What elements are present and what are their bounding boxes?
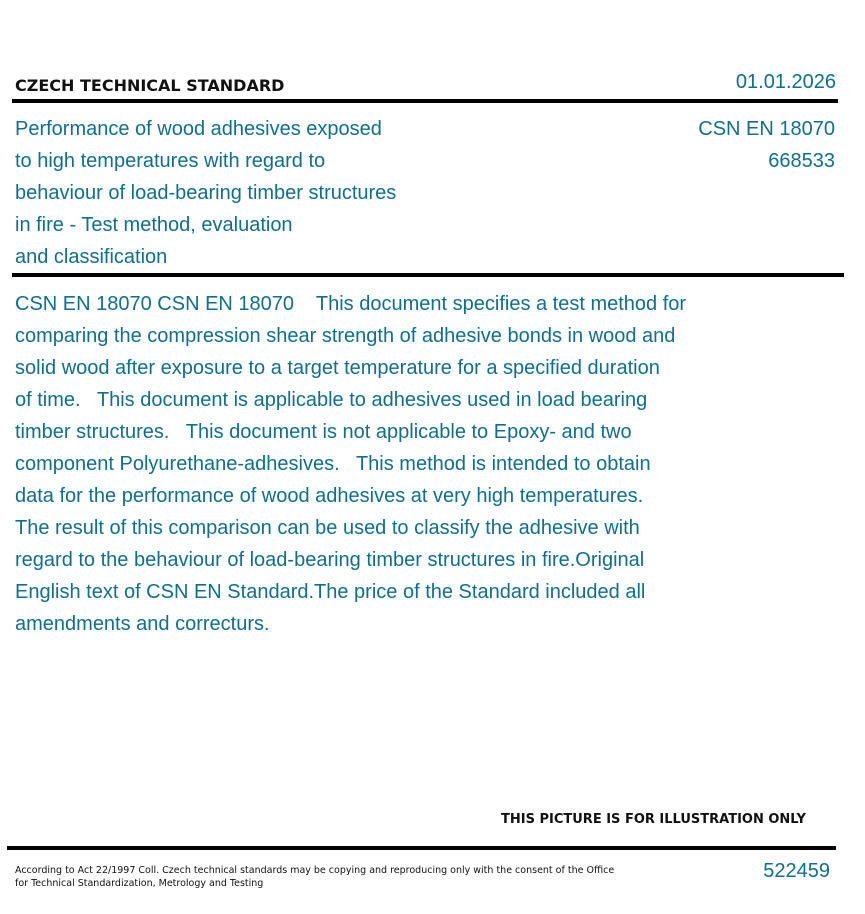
header-divider: [12, 99, 838, 103]
title-line: behaviour of load-bearing timber structures: [15, 182, 397, 204]
document-id: 522459: [763, 860, 830, 882]
abstract-line: component Polyurethane-adhesives. This method is intended to obtain: [15, 453, 651, 475]
title-line: Performance of wood adhesives exposed: [15, 118, 382, 140]
abstract-line: timber structures. This document is not applicable to Epoxy- and two: [15, 421, 632, 443]
abstract-line: The result of this comparison can be used to classify the adhesive with: [15, 517, 640, 539]
legal-notice: [15, 864, 615, 890]
abstract-line: comparing the compression shear strength of adhesive bonds in wood and: [15, 325, 676, 347]
abstract-line: regard to the behaviour of load-bearing timber structures in fire.Original: [15, 549, 645, 571]
legal-line: According to Act 22/1997 Coll. Czech technical standards may be copying and reproducing only with the consent of the Office: [15, 865, 615, 876]
standard-codes: [698, 113, 835, 177]
abstract-text: [15, 288, 775, 640]
title-line: to high temperatures with regard to: [15, 150, 326, 172]
abstract-line: data for the performance of wood adhesives at very high temperatures.: [15, 485, 644, 507]
footer-divider: [7, 846, 836, 850]
title-divider: [12, 273, 844, 277]
abstract-line: CSN EN 18070 CSN EN 18070 This document specifies a test method for: [15, 293, 687, 315]
abstract-line: of time. This document is applicable to adhesives used in load bearing: [15, 389, 648, 411]
document-type-label: CZECH TECHNICAL STANDARD: [15, 76, 285, 95]
standard-title: [15, 113, 445, 273]
abstract-line: English text of CSN EN Standard.The price of the Standard included all: [15, 581, 646, 603]
title-line: in fire - Test method, evaluation: [15, 214, 293, 236]
publication-date: 01.01.2026: [735, 71, 836, 93]
catalog-number: 668533: [768, 150, 835, 172]
title-line: and classification: [15, 246, 168, 268]
illustration-disclaimer: THIS PICTURE IS FOR ILLUSTRATION ONLY: [501, 812, 806, 827]
abstract-line: amendments and correcturs.: [15, 613, 270, 635]
standard-number: CSN EN 18070: [698, 118, 835, 140]
abstract-line: solid wood after exposure to a target temperature for a specified duration: [15, 357, 660, 379]
legal-line: for Technical Standardization, Metrology and Testing: [15, 878, 264, 889]
